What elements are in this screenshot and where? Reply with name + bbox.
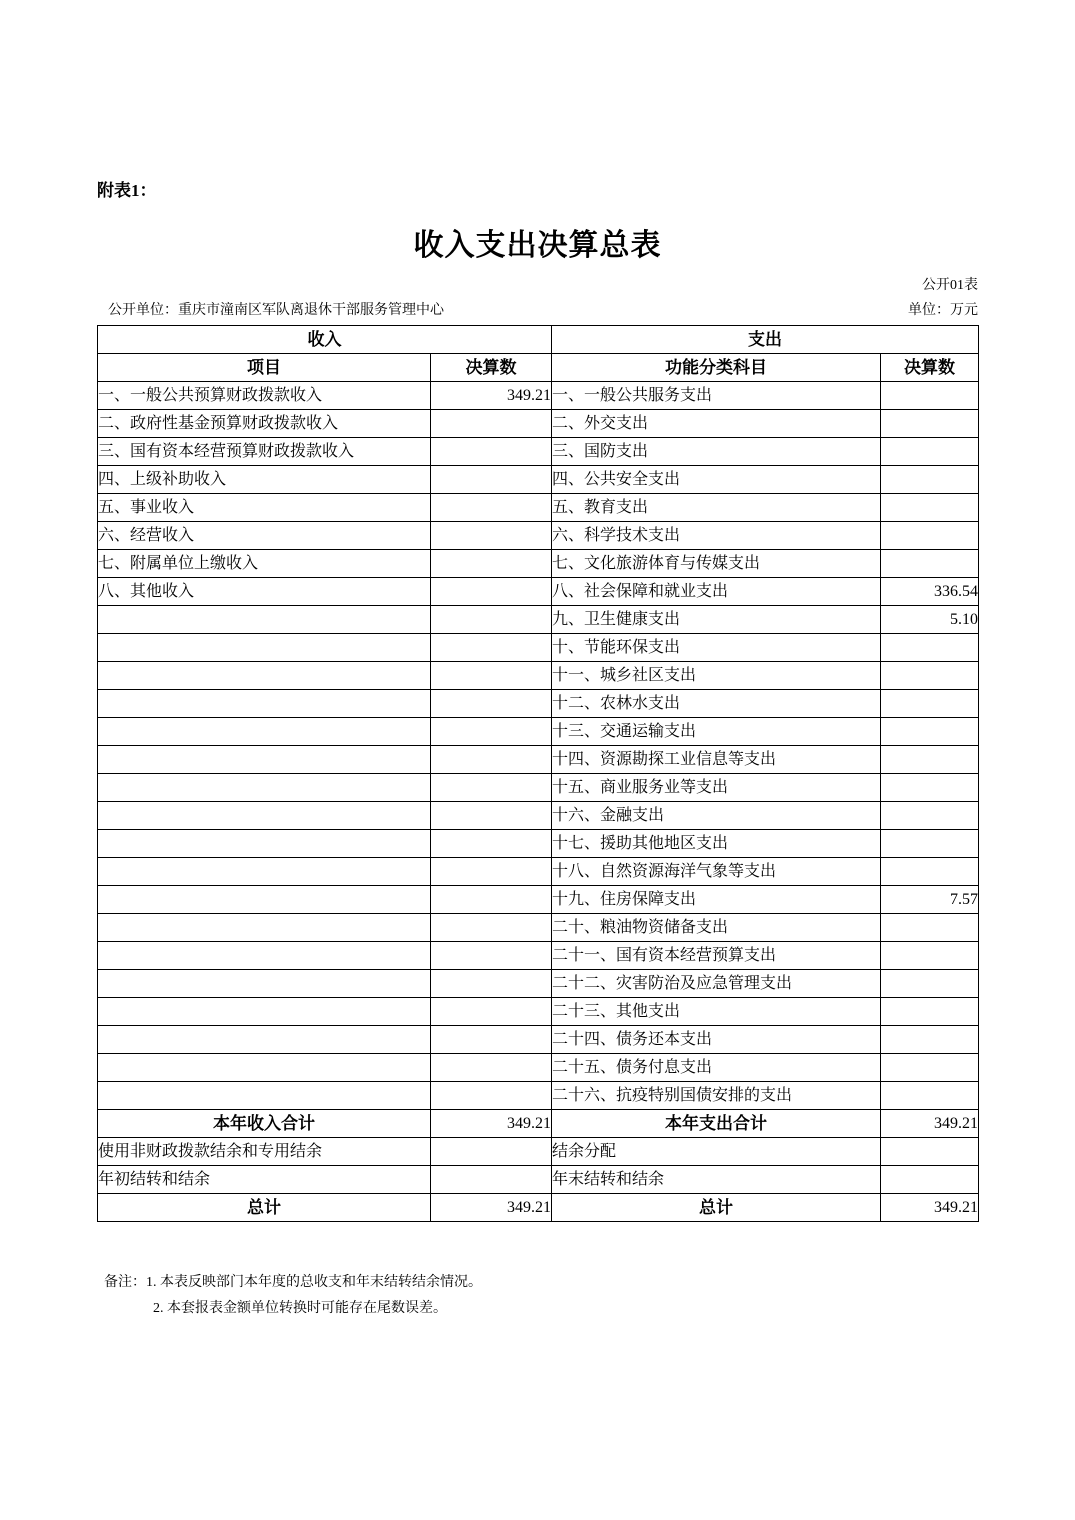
income-item-cell <box>98 690 431 718</box>
income-amount-cell <box>431 1166 552 1194</box>
income-amount-cell <box>431 1082 552 1110</box>
income-amount-cell <box>431 942 552 970</box>
table-row <box>98 774 979 802</box>
expense-item-cell: 年末结转和结余 <box>552 1166 881 1194</box>
expense-item-cell: 二、外交支出 <box>552 410 881 438</box>
income-item-cell: 使用非财政拨款结余和专用结余 <box>98 1138 431 1166</box>
table-row <box>98 662 979 690</box>
expense-amount-cell <box>881 970 979 998</box>
table-row <box>98 858 979 886</box>
expense-item-cell: 结余分配 <box>552 1138 881 1166</box>
expense-item-cell: 二十四、债务还本支出 <box>552 1026 881 1054</box>
expense-amount-cell <box>881 662 979 690</box>
income-amount-cell <box>431 690 552 718</box>
expense-item-cell: 本年支出合计 <box>552 1110 881 1138</box>
income-item-cell <box>98 718 431 746</box>
income-amount-cell <box>431 858 552 886</box>
income-amount-cell <box>431 550 552 578</box>
note-line-1: 备注：1. 本表反映部门本年度的总收支和年末结转结余情况。 <box>104 1275 482 1290</box>
income-item-cell: 总计 <box>98 1194 431 1222</box>
expense-item-cell: 十四、资源勘探工业信息等支出 <box>552 746 881 774</box>
income-amount-cell <box>431 1054 552 1082</box>
expense-item-cell: 二十五、债务付息支出 <box>552 1054 881 1082</box>
expense-amount-cell <box>881 1054 979 1082</box>
income-amount-header: 决算数 <box>431 354 552 382</box>
expense-item-cell: 四、公共安全支出 <box>552 466 881 494</box>
income-amount-cell <box>431 774 552 802</box>
expense-amount-cell <box>881 1082 979 1110</box>
expense-item-cell: 十、节能环保支出 <box>552 634 881 662</box>
expense-amount-cell <box>881 1138 979 1166</box>
table-row <box>98 522 979 550</box>
income-item-cell <box>98 634 431 662</box>
table-row <box>98 1054 979 1082</box>
table-row <box>98 970 979 998</box>
expense-item-cell: 三、国防支出 <box>552 438 881 466</box>
table-row <box>98 578 979 606</box>
expense-section-header: 支出 <box>552 326 979 354</box>
expense-amount-cell: 5.10 <box>881 606 979 634</box>
income-amount-cell <box>431 606 552 634</box>
notes-block <box>104 1270 482 1322</box>
income-amount-cell <box>431 802 552 830</box>
income-item-cell <box>98 1082 431 1110</box>
income-item-cell <box>98 1054 431 1082</box>
income-amount-cell <box>431 746 552 774</box>
income-item-cell <box>98 802 431 830</box>
income-item-cell <box>98 858 431 886</box>
column-header-row <box>98 354 979 382</box>
expense-amount-cell <box>881 466 979 494</box>
table-row <box>98 438 979 466</box>
expense-amount-cell <box>881 718 979 746</box>
expense-item-header: 功能分类科目 <box>552 354 881 382</box>
income-amount-cell <box>431 998 552 1026</box>
expense-amount-header: 决算数 <box>881 354 979 382</box>
table-row <box>98 634 979 662</box>
expense-amount-cell <box>881 830 979 858</box>
expense-item-cell: 二十三、其他支出 <box>552 998 881 1026</box>
income-item-cell <box>98 746 431 774</box>
table-row <box>98 494 979 522</box>
income-item-cell: 一、一般公共预算财政拨款收入 <box>98 382 431 410</box>
expense-amount-cell <box>881 774 979 802</box>
expense-amount-cell <box>881 522 979 550</box>
budget-table <box>97 325 979 1222</box>
expense-item-cell: 七、文化旅游体育与传媒支出 <box>552 550 881 578</box>
income-amount-cell <box>431 1138 552 1166</box>
expense-item-cell: 二十、粮油物资储备支出 <box>552 914 881 942</box>
table-row <box>98 1138 979 1166</box>
appendix-label: 附表1： <box>97 181 157 200</box>
expense-item-cell: 五、教育支出 <box>552 494 881 522</box>
income-amount-cell <box>431 662 552 690</box>
income-item-cell <box>98 606 431 634</box>
expense-amount-cell <box>881 410 979 438</box>
table-row <box>98 690 979 718</box>
expense-item-cell: 十三、交通运输支出 <box>552 718 881 746</box>
table-row <box>98 382 979 410</box>
expense-item-cell: 总计 <box>552 1194 881 1222</box>
income-item-cell: 五、事业收入 <box>98 494 431 522</box>
expense-amount-cell <box>881 998 979 1026</box>
table-code: 公开01表 <box>922 278 978 293</box>
expense-item-cell: 九、卫生健康支出 <box>552 606 881 634</box>
income-amount-cell <box>431 634 552 662</box>
expense-item-cell: 十二、农林水支出 <box>552 690 881 718</box>
page-title: 收入支出决算总表 <box>413 229 662 262</box>
expense-item-cell: 六、科学技术支出 <box>552 522 881 550</box>
income-amount-cell <box>431 718 552 746</box>
income-amount-cell <box>431 578 552 606</box>
income-item-cell: 六、经营收入 <box>98 522 431 550</box>
expense-item-cell: 十九、住房保障支出 <box>552 886 881 914</box>
table-row <box>98 1082 979 1110</box>
income-item-cell: 年初结转和结余 <box>98 1166 431 1194</box>
table-row <box>98 914 979 942</box>
table-body <box>98 382 979 1222</box>
note-line-2: 2. 本套报表金额单位转换时可能存在尾数误差。 <box>153 1301 447 1316</box>
income-amount-cell <box>431 830 552 858</box>
section-header-row <box>98 326 979 354</box>
table-row <box>98 942 979 970</box>
expense-item-cell: 十七、援助其他地区支出 <box>552 830 881 858</box>
income-amount-cell <box>431 1026 552 1054</box>
expense-item-cell: 十六、金融支出 <box>552 802 881 830</box>
table-row <box>98 1166 979 1194</box>
table-row <box>98 718 979 746</box>
expense-item-cell: 十五、商业服务业等支出 <box>552 774 881 802</box>
table-row <box>98 830 979 858</box>
income-amount-cell <box>431 410 552 438</box>
income-section-header: 收入 <box>98 326 552 354</box>
income-amount-cell <box>431 914 552 942</box>
income-item-cell <box>98 886 431 914</box>
table-row <box>98 550 979 578</box>
expense-item-cell: 二十六、抗疫特别国债安排的支出 <box>552 1082 881 1110</box>
income-item-cell: 本年收入合计 <box>98 1110 431 1138</box>
income-amount-cell: 349.21 <box>431 1194 552 1222</box>
expense-amount-cell: 7.57 <box>881 886 979 914</box>
table-row <box>98 746 979 774</box>
expense-amount-cell <box>881 802 979 830</box>
expense-item-cell: 八、社会保障和就业支出 <box>552 578 881 606</box>
expense-item-cell: 十八、自然资源海洋气象等支出 <box>552 858 881 886</box>
table-row <box>98 410 979 438</box>
expense-amount-cell <box>881 1166 979 1194</box>
income-item-cell: 七、附属单位上缴收入 <box>98 550 431 578</box>
income-item-cell <box>98 914 431 942</box>
expense-amount-cell <box>881 438 979 466</box>
expense-item-cell: 一、一般公共服务支出 <box>552 382 881 410</box>
income-item-cell: 二、政府性基金预算财政拨款收入 <box>98 410 431 438</box>
table-row <box>98 886 979 914</box>
income-item-cell: 三、国有资本经营预算财政拨款收入 <box>98 438 431 466</box>
income-amount-cell <box>431 886 552 914</box>
expense-amount-cell <box>881 746 979 774</box>
income-item-cell <box>98 830 431 858</box>
income-item-cell <box>98 970 431 998</box>
expense-item-cell: 二十二、灾害防治及应急管理支出 <box>552 970 881 998</box>
income-amount-cell <box>431 438 552 466</box>
table-row <box>98 1110 979 1138</box>
table-row <box>98 1026 979 1054</box>
income-item-header: 项目 <box>98 354 431 382</box>
table-row <box>98 802 979 830</box>
table-row <box>98 1194 979 1222</box>
income-item-cell <box>98 998 431 1026</box>
expense-amount-cell <box>881 942 979 970</box>
income-item-cell: 八、其他收入 <box>98 578 431 606</box>
expense-amount-cell <box>881 494 979 522</box>
unit-line <box>108 299 978 319</box>
income-amount-cell: 349.21 <box>431 382 552 410</box>
expense-amount-cell: 336.54 <box>881 578 979 606</box>
expense-amount-cell <box>881 914 979 942</box>
expense-amount-cell <box>881 382 979 410</box>
expense-amount-cell <box>881 690 979 718</box>
expense-amount-cell <box>881 550 979 578</box>
income-amount-cell <box>431 466 552 494</box>
income-amount-cell: 349.21 <box>431 1110 552 1138</box>
expense-item-cell: 十一、城乡社区支出 <box>552 662 881 690</box>
disclosure-unit: 公开单位：重庆市潼南区军队离退休干部服务管理中心 <box>108 303 444 318</box>
income-item-cell <box>98 942 431 970</box>
expense-amount-cell: 349.21 <box>881 1110 979 1138</box>
income-item-cell <box>98 662 431 690</box>
expense-amount-cell <box>881 858 979 886</box>
table-row <box>98 606 979 634</box>
income-amount-cell <box>431 970 552 998</box>
income-amount-cell <box>431 494 552 522</box>
income-item-cell <box>98 774 431 802</box>
table-row <box>98 466 979 494</box>
expense-amount-cell <box>881 1026 979 1054</box>
table-row <box>98 998 979 1026</box>
income-amount-cell <box>431 522 552 550</box>
expense-amount-cell: 349.21 <box>881 1194 979 1222</box>
income-item-cell: 四、上级补助收入 <box>98 466 431 494</box>
expense-item-cell: 二十一、国有资本经营预算支出 <box>552 942 881 970</box>
income-item-cell <box>98 1026 431 1054</box>
expense-amount-cell <box>881 634 979 662</box>
currency-unit: 单位：万元 <box>908 303 978 318</box>
